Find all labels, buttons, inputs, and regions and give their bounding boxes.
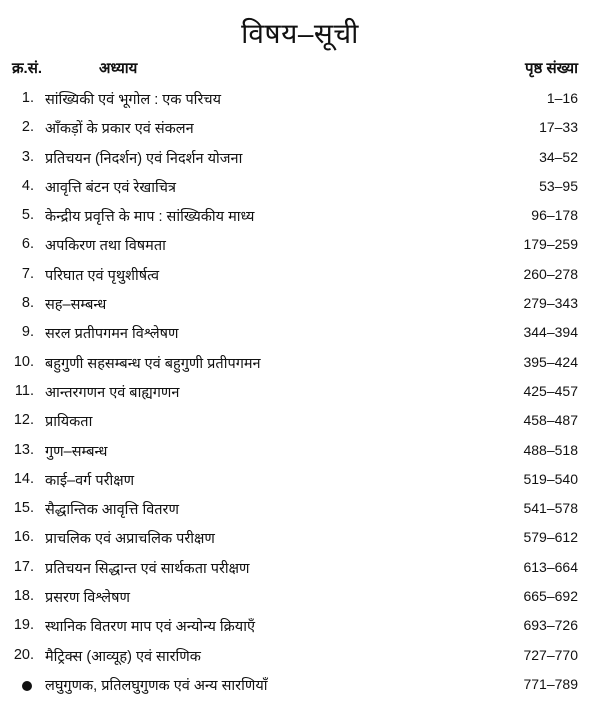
- page-range: 693–726: [523, 617, 578, 634]
- contents-row[interactable]: [0, 174, 600, 203]
- page-range: 541–578: [523, 500, 578, 517]
- page-range: 665–692: [523, 588, 578, 605]
- contents-row[interactable]: [0, 467, 600, 496]
- row-number: 5.: [21, 207, 34, 224]
- contents-row[interactable]: [0, 613, 600, 642]
- header-page-number: पृष्ठ संख्या: [524, 60, 578, 77]
- row-number: 2.: [21, 119, 34, 136]
- chapter-title: प्रतिचयन (निदर्शन) एवं निदर्शन योजना: [45, 150, 243, 167]
- contents-row[interactable]: [0, 555, 600, 584]
- chapter-title: प्रायिकता: [45, 414, 93, 431]
- page-range: 179–259: [523, 236, 578, 253]
- chapter-title: सांख्यिकी एवं भूगोल : एक परिचय: [45, 92, 221, 108]
- chapter-title: स्थानिक वितरण माप एवं अन्योन्य क्रियाएँ: [45, 619, 255, 636]
- row-number: 11.: [14, 382, 34, 399]
- chapter-title: आँकड़ों के प्रकार एवं संकलन: [45, 121, 194, 138]
- page-range: 613–664: [523, 558, 578, 575]
- chapter-title: अपकिरण तथा विषमता: [45, 238, 166, 255]
- contents-row[interactable]: [0, 584, 600, 613]
- chapter-title: आवृत्ति बंटन एवं रेखाचित्र: [45, 179, 176, 196]
- contents-row[interactable]: [0, 115, 600, 144]
- contents-row[interactable]: [0, 643, 600, 672]
- page-range: 579–612: [523, 529, 578, 546]
- contents-row[interactable]: [0, 438, 600, 467]
- row-number: 16.: [13, 529, 34, 546]
- chapter-title: प्राचलिक एवं अप्राचलिक परीक्षण: [45, 531, 215, 548]
- page-title: विषय–सूची: [241, 18, 359, 49]
- row-number: 12.: [13, 412, 34, 429]
- contents-row[interactable]: [0, 379, 600, 408]
- row-number: 10.: [13, 353, 34, 370]
- chapter-title: आन्तरगणन एवं बाह्यगणन: [45, 384, 180, 401]
- row-number: 7.: [21, 265, 34, 282]
- chapter-title: परिघात एवं पृथुशीर्षत्व: [45, 267, 160, 284]
- page-range: 771–789: [523, 675, 578, 692]
- chapter-title: केन्द्रीय प्रवृत्ति के माप : सांख्यिकीय माध्य: [45, 209, 255, 226]
- page-range: 344–394: [523, 324, 578, 341]
- row-number: 15.: [13, 500, 34, 517]
- page-range: 458–487: [523, 412, 578, 429]
- chapter-title: सरल प्रतीपगमन विश्लेषण: [45, 326, 179, 343]
- chapter-title: गुण–सम्बन्ध: [45, 443, 108, 460]
- row-number: 19.: [13, 617, 34, 634]
- contents-row[interactable]: [0, 525, 600, 554]
- chapter-title: प्रसरण विश्लेषण: [45, 590, 130, 607]
- header-serial-number: क्र.सं.: [12, 60, 42, 77]
- row-number: 17.: [13, 558, 34, 575]
- row-number: 6.: [21, 236, 34, 253]
- contents-list: [0, 86, 600, 701]
- bullet-icon: [22, 681, 32, 691]
- row-number: 9.: [21, 324, 34, 341]
- chapter-title: लघुगुणक, प्रतिलघुगुणक एवं अन्य सारणियाँ: [45, 677, 268, 694]
- row-number: 13.: [13, 441, 34, 458]
- contents-row[interactable]: [0, 350, 600, 379]
- row-number: 8.: [21, 295, 34, 312]
- page-range: 488–518: [523, 441, 578, 458]
- chapter-title: सह–सम्बन्ध: [45, 297, 107, 314]
- row-number: 3.: [21, 148, 34, 165]
- page-range: 17–33: [539, 119, 578, 136]
- chapter-title: प्रतिचयन सिद्धान्त एवं सार्थकता परीक्षण: [45, 560, 250, 577]
- row-number: 14.: [13, 470, 34, 487]
- contents-row[interactable]: [0, 320, 600, 349]
- contents-row[interactable]: [0, 86, 600, 115]
- page-range: 279–343: [523, 295, 578, 312]
- row-number: 1.: [21, 90, 34, 106]
- contents-row[interactable]: [0, 408, 600, 437]
- row-number: 18.: [13, 588, 34, 605]
- page-range: 395–424: [523, 353, 578, 370]
- page-range: 96–178: [531, 207, 578, 224]
- page-range: 425–457: [523, 382, 578, 399]
- chapter-title: मैट्रिक्स (आव्यूह) एवं सारणिक: [45, 648, 201, 665]
- header-chapter: अध्याय: [99, 60, 138, 77]
- contents-row[interactable]: [0, 203, 600, 232]
- contents-row[interactable]: [0, 145, 600, 174]
- contents-row-appendix[interactable]: [0, 672, 600, 701]
- contents-row[interactable]: [0, 232, 600, 261]
- contents-row[interactable]: [0, 496, 600, 525]
- contents-row[interactable]: [0, 291, 600, 320]
- row-number: 4.: [21, 177, 34, 194]
- page-range: 53–95: [539, 177, 578, 194]
- page-range: 1–16: [546, 90, 578, 106]
- page-range: 34–52: [539, 148, 578, 165]
- page-range: 260–278: [523, 265, 578, 282]
- page-range: 727–770: [523, 646, 578, 663]
- row-number: 20.: [13, 646, 34, 663]
- table-header: [0, 58, 600, 80]
- contents-row[interactable]: [0, 262, 600, 291]
- chapter-title: काई–वर्ग परीक्षण: [45, 472, 135, 489]
- page-range: 519–540: [523, 470, 578, 487]
- chapter-title: बहुगुणी सहसम्बन्ध एवं बहुगुणी प्रतीपगमन: [45, 355, 261, 372]
- chapter-title: सैद्धान्तिक आवृत्ति वितरण: [45, 502, 179, 519]
